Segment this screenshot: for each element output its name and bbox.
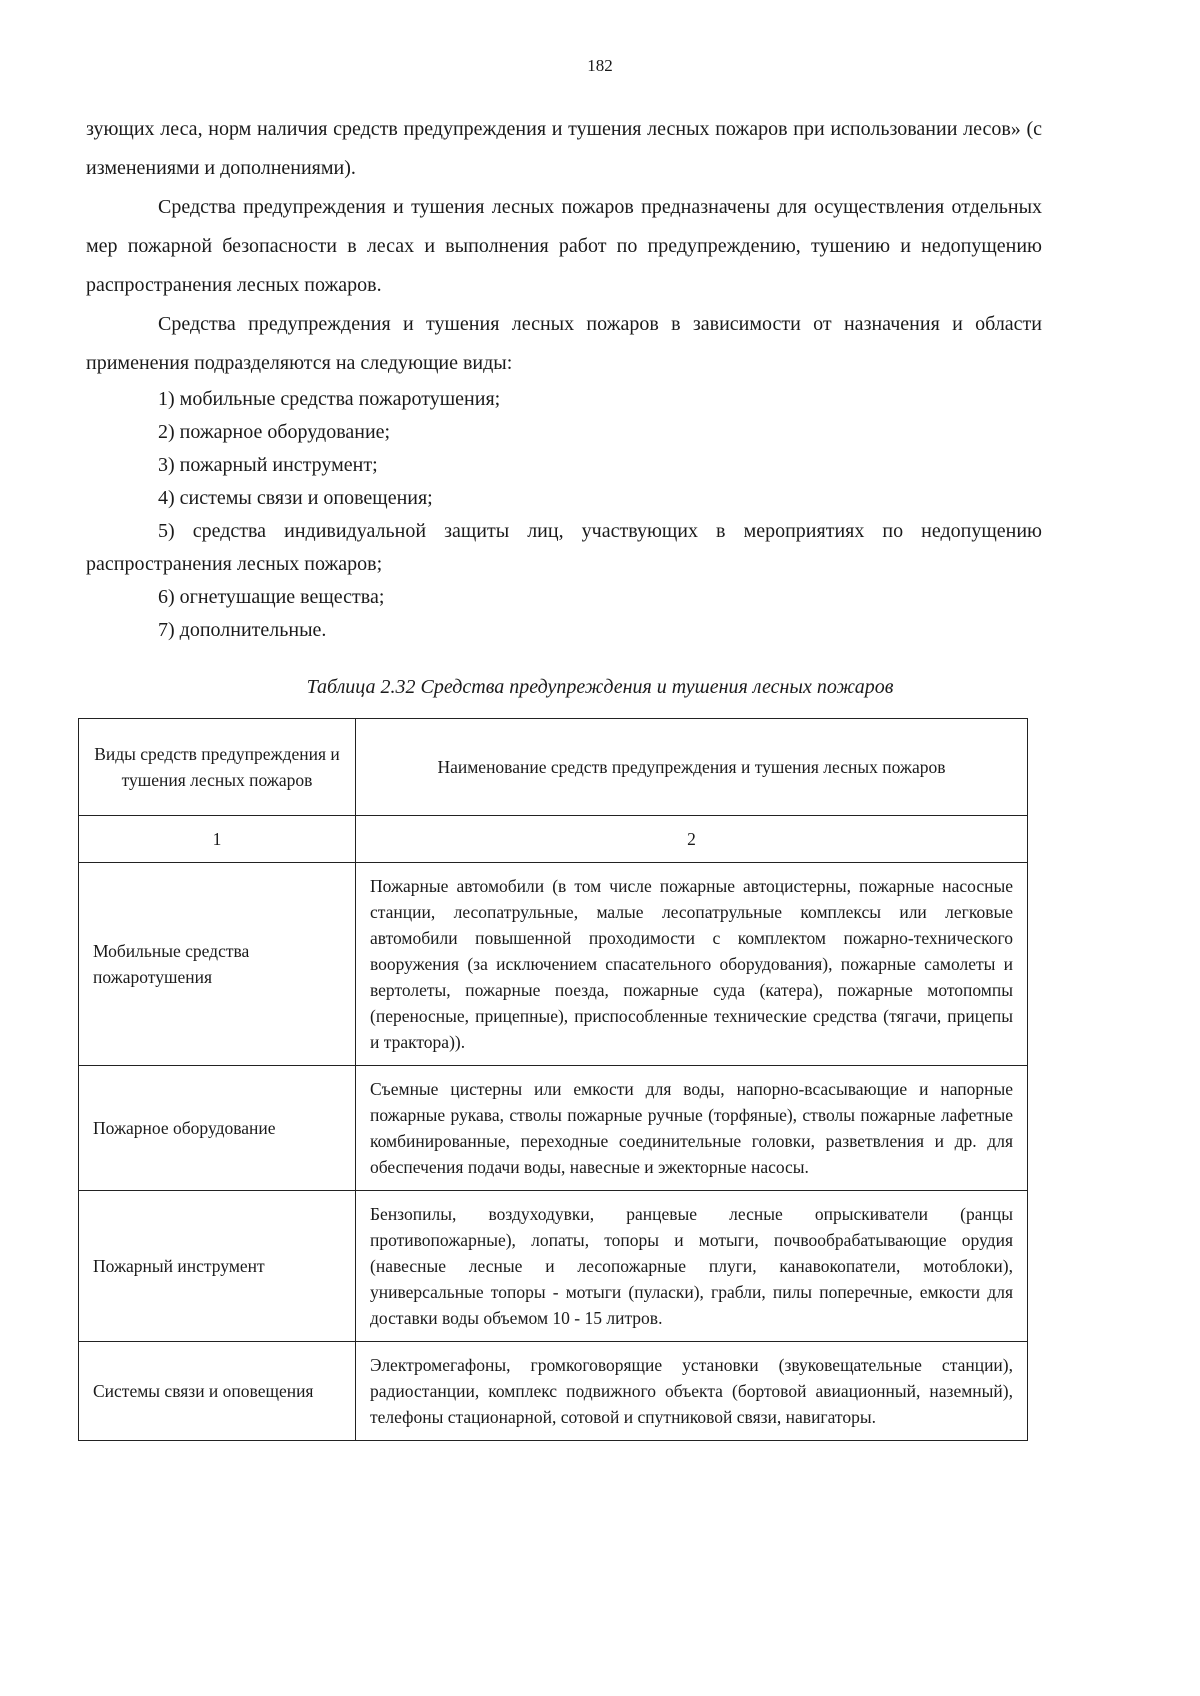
page-number: 182 [587, 56, 613, 75]
table-caption: Таблица 2.32 Средства предупреждения и тушения лесных пожаров [306, 676, 894, 698]
description-cell: Электромегафоны, громкоговорящие установки (звуковещательные станции), радиостанции, комплекс подвижного объекта (бортовой авиационный, наземный), телефоны стационарной, сотовой и спутниковой связи, навигаторы. [356, 1342, 1028, 1441]
list-item: 4) системы связи и оповещения; [158, 487, 433, 509]
table-header-row [79, 719, 1028, 816]
description-cell: Съемные цистерны или емкости для воды, напорно-всасывающие и напорные пожарные рукава, стволы пожарные ручные (торфяные), стволы пожарные лафетные комбинированные, переходные соединительные головки, разветвления и др. для обеспечения подачи воды, навесные и эжекторные насосы. [356, 1066, 1028, 1191]
body-text [86, 110, 1042, 647]
fire-means-table [78, 718, 1028, 1441]
table-number-row [79, 816, 1028, 863]
column-number-cell: 1 [79, 816, 356, 863]
table-row [79, 1191, 1028, 1342]
list-item: 1) мобильные средства пожаротушения; [158, 388, 501, 410]
column-number-cell: 2 [356, 816, 1028, 863]
kind-cell: Пожарный инструмент [79, 1191, 356, 1342]
kind-cell: Пожарное оборудование [79, 1066, 356, 1191]
list-item: 2) пожарное оборудование; [158, 421, 391, 443]
list-item: 7) дополнительные. [158, 619, 327, 641]
paragraph: зующих леса, норм наличия средств предупреждения и тушения лесных пожаров при использовании лесов» (с изменениями и дополнениями). [86, 118, 1042, 179]
list-item: 6) огнетушащие вещества; [158, 586, 385, 608]
kind-cell: Системы связи и оповещения [79, 1342, 356, 1441]
paragraph: Средства предупреждения и тушения лесных пожаров предназначены для осуществления отдельных мер пожарной безопасности в лесах и выполнения работ по предупреждению, тушению и недопущению распространения лесных пожаров. [86, 196, 1042, 296]
description-cell: Бензопилы, воздуходувки, ранцевые лесные опрыскиватели (ранцы противопожарные), лопаты, топоры и мотыги, почвообрабатывающие орудия (навесные лесные и лесопожарные плуги, канавокопатели, мотоблоки), универсальные топоры - мотыги (пуласки), грабли, пилы поперечные, емкости для доставки воды объемом 10 - 15 литров. [356, 1191, 1028, 1342]
table-row [79, 863, 1028, 1066]
description-cell: Пожарные автомобили (в том числе пожарные автоцистерны, пожарные насосные станции, лесопатрульные, малые лесопатрульные комплексы или легковые автомобили повышенной проходимости с комплектом пожарно-технического вооружения (за исключением спасательного оборудования), пожарные самолеты и вертолеты, пожарные поезда, пожарные суда (катера), пожарные мотопомпы (переносные, прицепные), приспособленные технические средства (тягачи, прицепы и трактора)). [356, 863, 1028, 1066]
list-item: 3) пожарный инструмент; [158, 454, 378, 476]
kind-cell: Мобильные средства пожаротушения [79, 863, 356, 1066]
types-list [86, 383, 1042, 647]
header-cell-name: Наименование средств предупреждения и тушения лесных пожаров [356, 719, 1028, 816]
list-item: 5) средства индивидуальной защиты лиц, участвующих в мероприятиях по недопущению распространения лесных пожаров; [86, 520, 1042, 575]
paragraph: Средства предупреждения и тушения лесных пожаров в зависимости от назначения и области применения подразделяются на следующие виды: [86, 313, 1042, 374]
table-row [79, 1342, 1028, 1441]
table-row [79, 1066, 1028, 1191]
header-cell-kind: Виды средств предупреждения и тушения лесных пожаров [79, 719, 356, 816]
